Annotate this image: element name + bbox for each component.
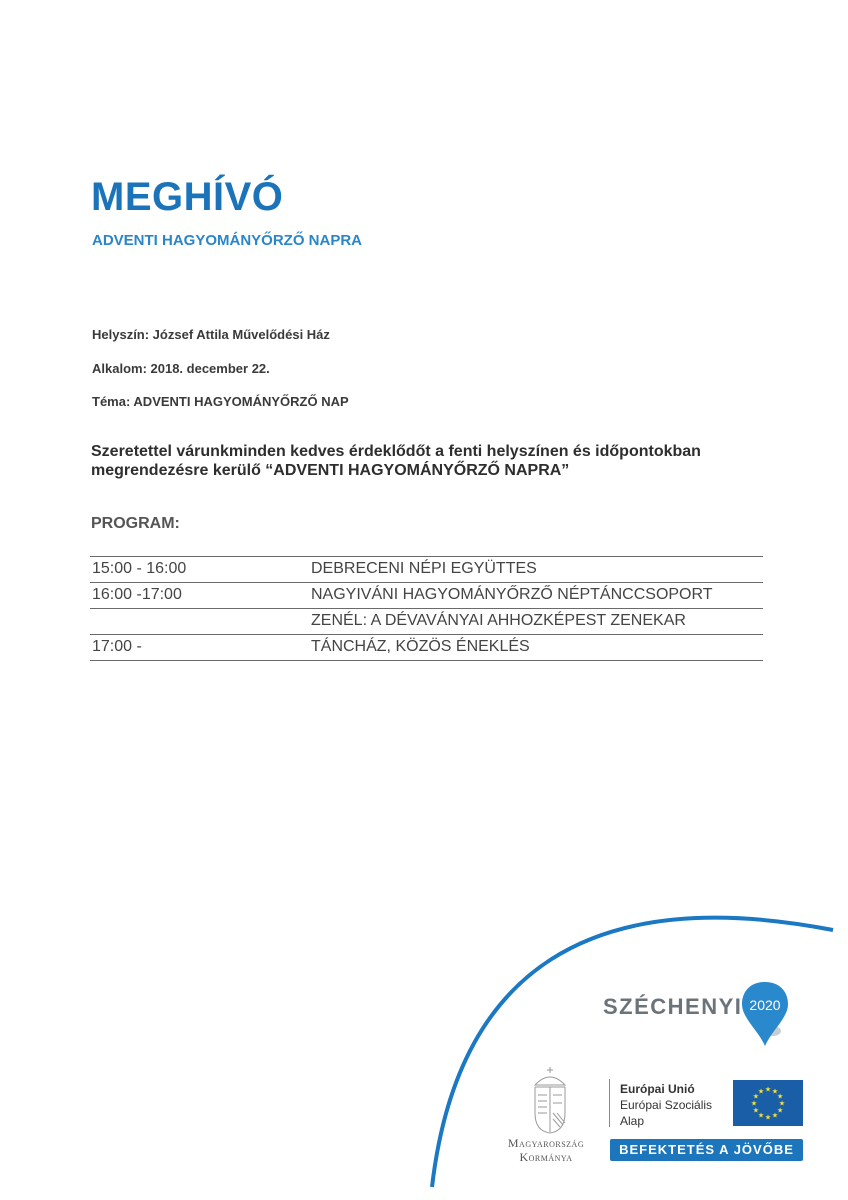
invitation-subtitle: ADVENTI HAGYOMÁNYŐRZŐ NAPRA: [92, 232, 363, 249]
szechenyi-wordmark: SZÉCHENYI: [603, 994, 743, 1019]
eu-star-icon: ★: [750, 1100, 758, 1108]
eu-star-icon: ★: [752, 1093, 760, 1101]
eu-star-icon: ★: [771, 1088, 779, 1096]
szechenyi-year: 2020: [749, 997, 781, 1013]
row-time: 16:00 -17:00: [92, 586, 182, 603]
eu-star-icon: ★: [776, 1107, 784, 1115]
intro-line-1: Szeretettel várunkminden kedves érdeklődőt a fenti helyszínen és időpontokban: [91, 443, 701, 460]
eu-fund-label: [620, 1081, 712, 1129]
date-line: Alkalom: 2018. december 22.: [92, 361, 270, 376]
eu-star-icon: ★: [776, 1093, 784, 1101]
row-activity: TÁNCHÁZ, KÖZÖS ÉNEKLÉS: [311, 638, 530, 655]
eu-star-icon: ★: [771, 1112, 779, 1120]
row-activity: DEBRECENI NÉPI EGYÜTTES: [311, 560, 537, 577]
investment-banner: BEFEKTETÉS A JÖVŐBE: [610, 1139, 803, 1161]
eu-stars: [733, 1080, 803, 1126]
eu-star-icon: ★: [752, 1107, 760, 1115]
eu-star-icon: ★: [764, 1086, 772, 1094]
location-line: Helyszín: József Attila Művelődési Ház: [92, 327, 330, 342]
row-activity: NAGYIVÁNI HAGYOMÁNYŐRZŐ NÉPTÁNCCSOPORT: [311, 586, 713, 603]
eu-star-icon: ★: [757, 1112, 765, 1120]
eu-line-2: Európai Szociális: [620, 1098, 713, 1112]
eu-divider: [609, 1079, 610, 1127]
coat-of-arms-icon: [525, 1065, 575, 1135]
eu-star-icon: ★: [764, 1114, 772, 1122]
row-time: 17:00 -: [92, 638, 142, 655]
eu-star-icon: ★: [778, 1100, 786, 1108]
row-time: 15:00 - 16:00: [92, 560, 187, 577]
intro-line-2: megrendezésre kerülő “ADVENTI HAGYOMÁNYŐRZŐ NAPRA”: [91, 462, 570, 479]
eu-title: Európai Unió: [620, 1082, 695, 1096]
eu-line-3: Alap: [620, 1114, 645, 1128]
eu-star-icon: ★: [757, 1088, 765, 1096]
row-activity: ZENÉL: A DÉVAVÁNYAI AHHOZKÉPEST ZENEKAR: [311, 612, 686, 629]
theme-line: Téma: ADVENTI HAGYOMÁNYŐRZŐ NAP: [92, 394, 349, 409]
invitation-title: MEGHÍVÓ: [91, 175, 284, 219]
gov-line-1: Magyarország: [507, 1136, 585, 1150]
gov-line-2: Kormánya: [519, 1150, 573, 1164]
szechenyi-pin-icon: [740, 980, 790, 1050]
program-label: PROGRAM:: [91, 515, 180, 532]
eu-flag-icon: [733, 1080, 803, 1126]
government-label: [496, 1136, 596, 1164]
